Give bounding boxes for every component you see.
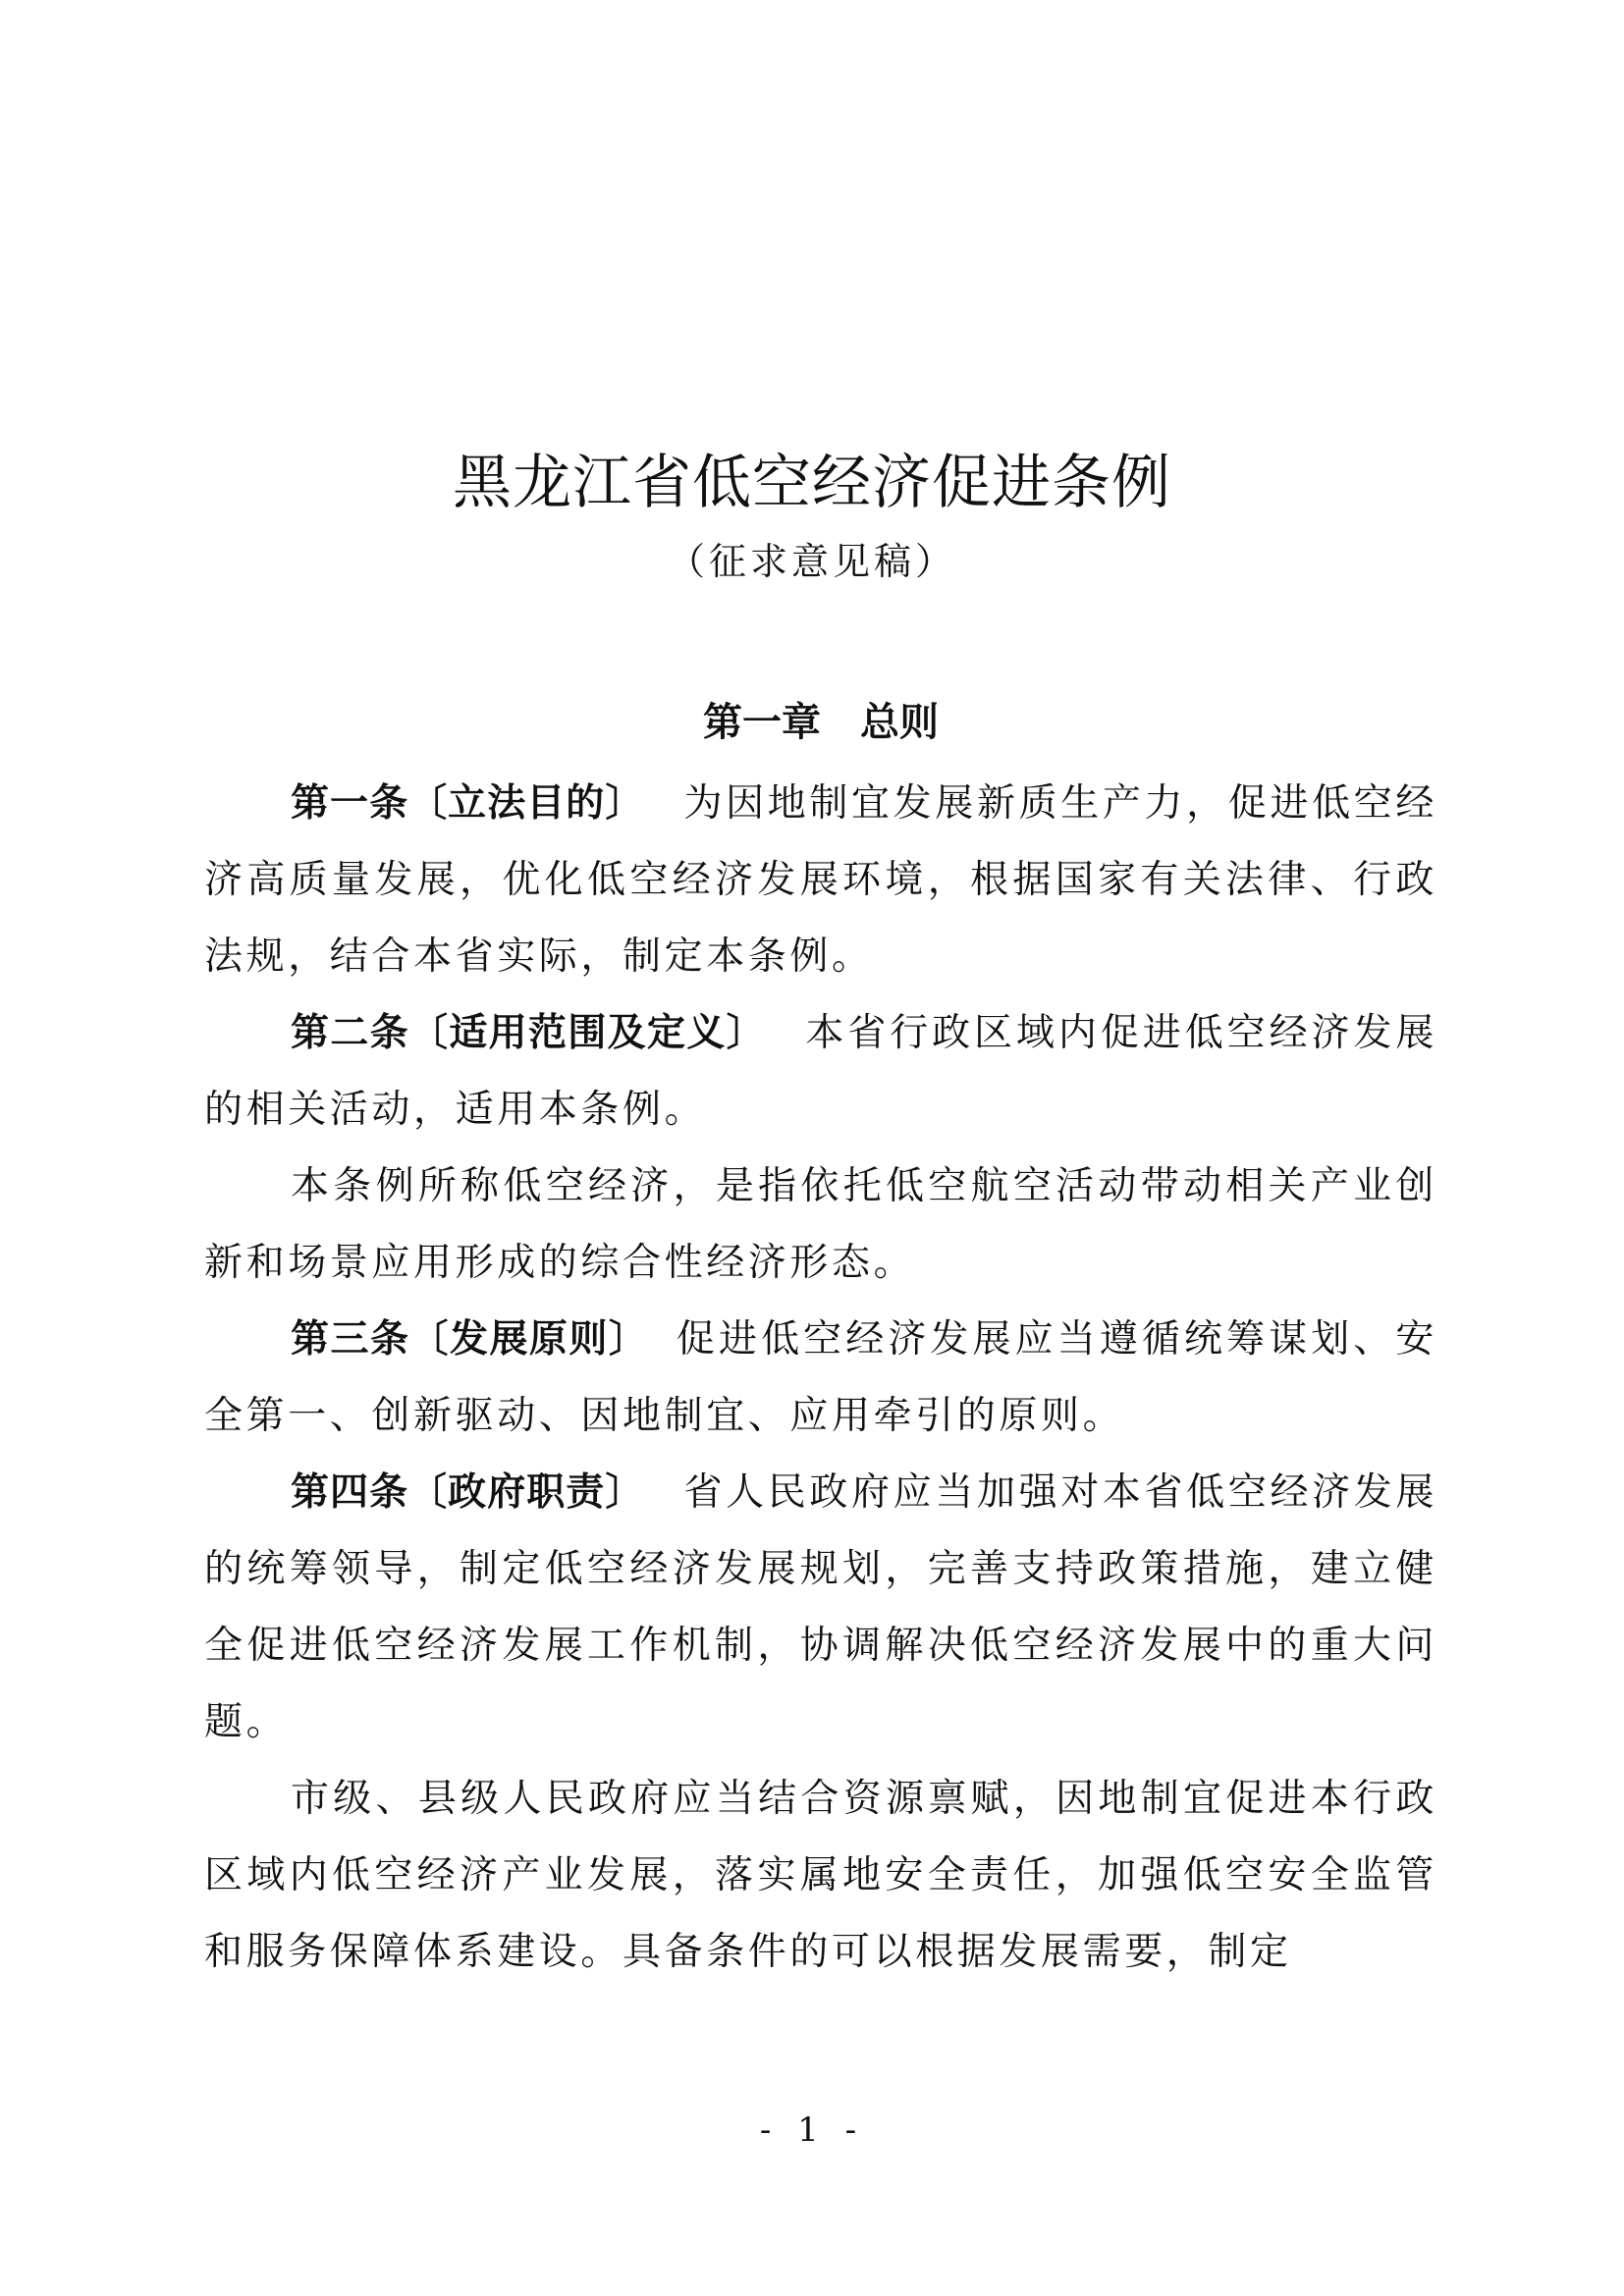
chapter-heading: [204, 687, 1437, 758]
page-number: - 1 -: [759, 2110, 865, 2150]
article-heading: 第二条〔适用范围及定义〕: [291, 1011, 766, 1055]
article-text: 本条例所称低空经济，是指依托低空航空活动带动相关产业创新和场景应用形成的综合性经济形态。: [204, 1164, 1437, 1285]
document-subtitle: （征求意见稿）: [667, 540, 956, 583]
article-heading: 第三条〔发展原则〕: [291, 1317, 649, 1362]
article-text: 为因地制宜发展新质生产力，促进低空经济高质量发展，优化低空经济发展环境，根据国家有关法律、行政法规，结合本省实际，制定本条例。: [204, 781, 1437, 979]
chapter-name: 总则: [860, 700, 939, 745]
article-heading: 第一条〔立法目的〕: [291, 781, 645, 826]
article-text: 本省行政区域内促进低空经济发展的相关活动，适用本条例。: [204, 1011, 1437, 1132]
article-heading: 第四条〔政府职责〕: [291, 1470, 645, 1515]
article-paragraph: [204, 1302, 1437, 1455]
article-paragraph: [204, 766, 1437, 995]
document-title: 黑龙江省低空经济促进条例: [453, 449, 1171, 517]
chapter-number: 第一章: [703, 700, 821, 745]
article-paragraph: [204, 1761, 1437, 1991]
article-paragraph: [204, 1148, 1437, 1302]
article-paragraph: [204, 995, 1437, 1148]
article-text: 市级、县级人民政府应当结合资源禀赋，因地制宜促进本行政区域内低空经济产业发展，落实属地安全责任，加强低空安全监管和服务保障体系建设。具备条件的可以根据发展需要，制定: [204, 1777, 1437, 1974]
document-body: [204, 687, 1437, 1991]
article-text: 促进低空经济发展应当遵循统筹谋划、安全第一、创新驱动、因地制宜、应用牵引的原则。: [204, 1317, 1437, 1438]
article-text: 省人民政府应当加强对本省低空经济发展的统筹领导，制定低空经济发展规划，完善支持政策措施，建立健全促进低空经济发展工作机制，协调解决低空经济发展中的重大问题。: [204, 1470, 1437, 1744]
article-paragraph: [204, 1455, 1437, 1761]
